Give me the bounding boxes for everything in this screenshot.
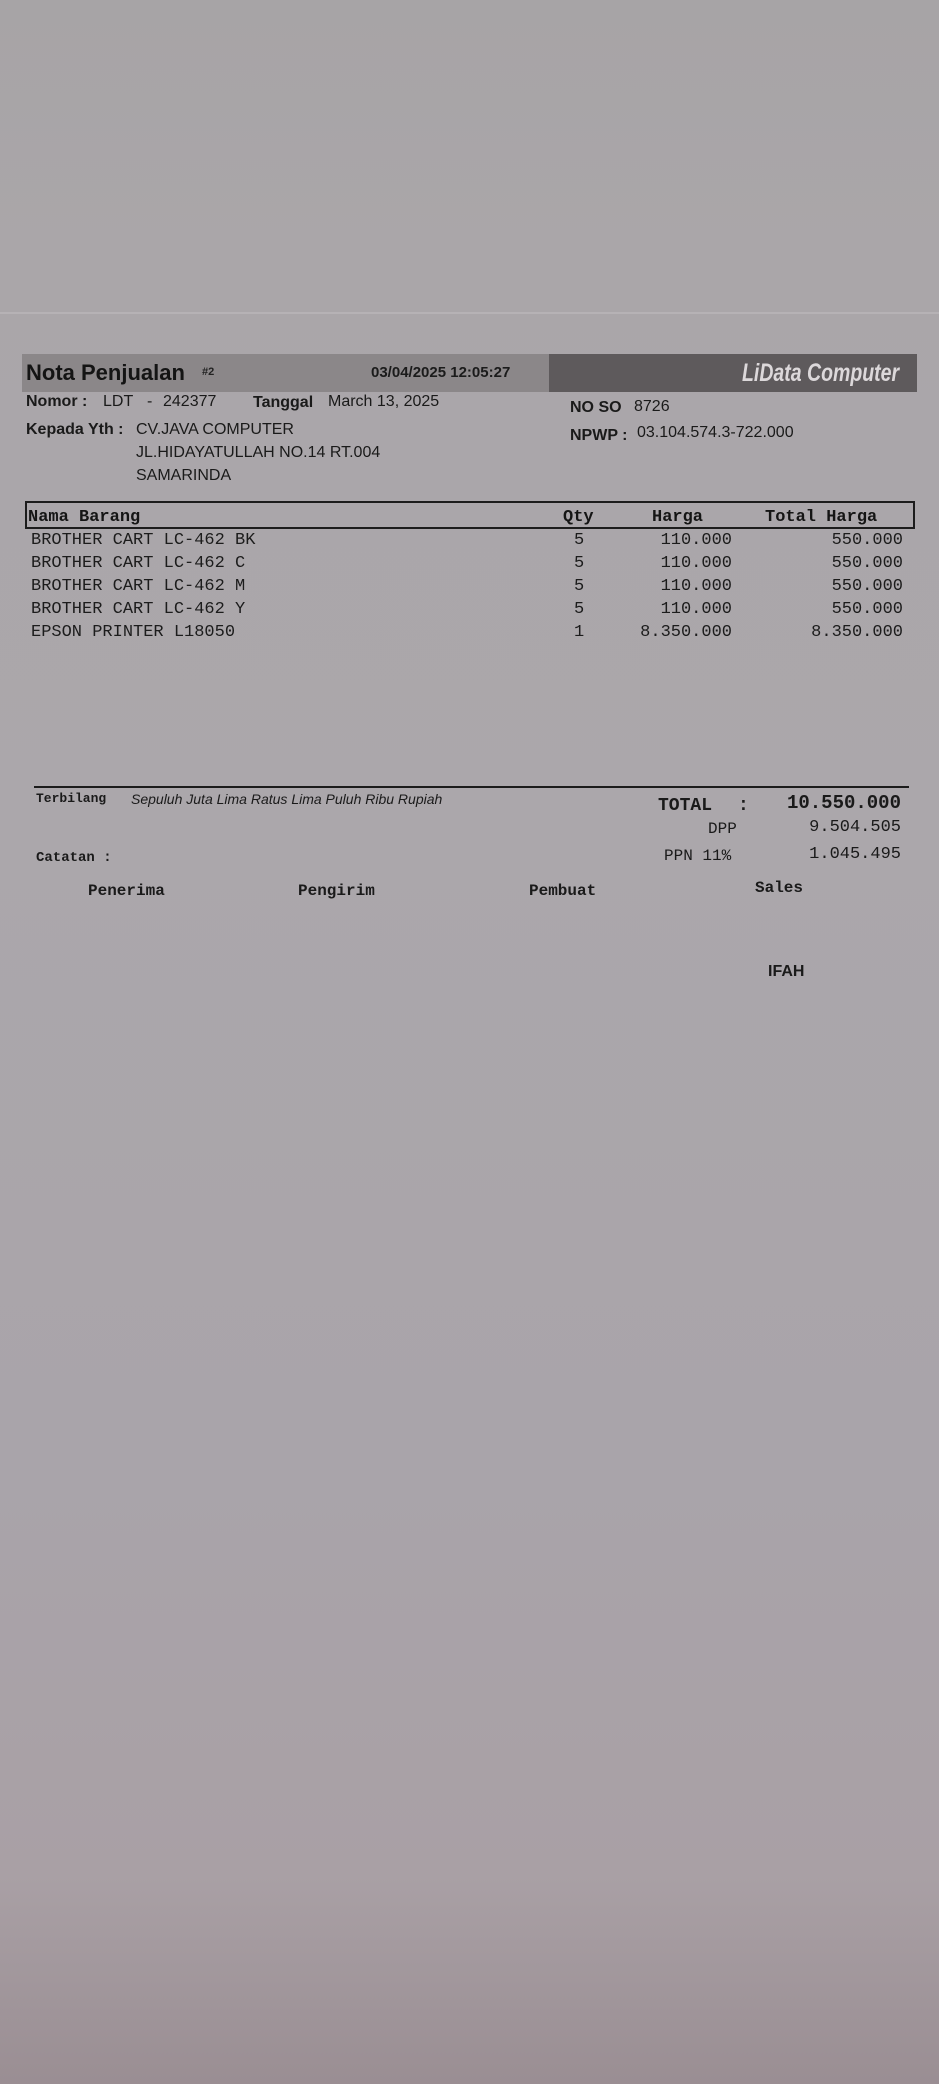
kepada-label: Kepada Yth : (26, 421, 124, 438)
item-total: 550.000 (831, 577, 903, 596)
table-row (0, 577, 939, 599)
tanggal-label: Tanggal (253, 394, 314, 411)
signature-sales: Sales (755, 879, 804, 897)
table-row (0, 554, 939, 576)
copy-mark: #2 (202, 366, 215, 378)
table-row (0, 531, 939, 553)
item-name: BROTHER CART LC-462 BK (31, 531, 256, 550)
item-price: 110.000 (660, 577, 732, 596)
nomor-separator: - (147, 393, 153, 410)
item-name: EPSON PRINTER L18050 (31, 623, 236, 642)
nomor-prefix: LDT (103, 393, 134, 410)
col-header-qty: Qty (563, 508, 594, 527)
col-header-harga: Harga (652, 508, 704, 527)
customer-name: CV.JAVA COMPUTER (136, 421, 294, 438)
item-qty: 5 (574, 531, 585, 550)
item-name: BROTHER CART LC-462 Y (31, 600, 246, 619)
dpp-value: 9.504.505 (809, 818, 901, 837)
total-value: 10.550.000 (786, 792, 901, 814)
signature-penerima: Penerima (88, 882, 165, 900)
item-total: 550.000 (831, 600, 903, 619)
item-price: 110.000 (660, 531, 732, 550)
item-qty: 1 (574, 623, 585, 642)
item-qty: 5 (574, 554, 585, 573)
npwp-value: 03.104.574.3-722.000 (637, 424, 794, 441)
item-price: 110.000 (660, 600, 732, 619)
item-total: 8.350.000 (811, 623, 903, 642)
col-header-total: Total Harga (765, 508, 878, 527)
catatan-label: Catatan : (36, 850, 112, 866)
terbilang-value: Sepuluh Juta Lima Ratus Lima Puluh Ribu Rupiah (131, 791, 443, 807)
ppn-label: PPN 11% (664, 847, 732, 865)
signature-pembuat: Pembuat (529, 882, 597, 900)
sales-name: IFAH (768, 963, 805, 980)
npwp-label: NPWP : (570, 427, 628, 444)
nomor-value: 242377 (163, 393, 217, 410)
terbilang-label: Terbilang (36, 791, 107, 806)
item-qty: 5 (574, 600, 585, 619)
col-header-name: Nama Barang (28, 508, 141, 527)
customer-address: JL.HIDAYATULLAH NO.14 RT.004 (136, 444, 381, 461)
item-total: 550.000 (831, 531, 903, 550)
dpp-label: DPP (708, 820, 737, 838)
item-price: 110.000 (660, 554, 732, 573)
summary-divider (34, 786, 909, 788)
no-so-label: NO SO (570, 399, 622, 416)
no-so-value: 8726 (634, 398, 670, 415)
brand-logo: LiData Computer (742, 359, 900, 387)
document-title: Nota Penjualan (26, 360, 185, 385)
table-row (0, 600, 939, 622)
signature-pengirim: Pengirim (298, 882, 375, 900)
item-name: BROTHER CART LC-462 M (31, 577, 246, 596)
total-colon: : (738, 796, 749, 816)
item-name: BROTHER CART LC-462 C (31, 554, 246, 573)
tanggal-value: March 13, 2025 (328, 393, 440, 410)
nomor-label: Nomor : (26, 393, 88, 410)
item-total: 550.000 (831, 554, 903, 573)
table-row (0, 623, 939, 645)
paper-fold-line (0, 312, 939, 314)
item-qty: 5 (574, 577, 585, 596)
total-label: TOTAL (658, 796, 713, 816)
item-price: 8.350.000 (640, 623, 732, 642)
ppn-value: 1.045.495 (809, 845, 901, 864)
customer-city: SAMARINDA (136, 467, 232, 484)
print-timestamp: 03/04/2025 12:05:27 (371, 364, 511, 381)
